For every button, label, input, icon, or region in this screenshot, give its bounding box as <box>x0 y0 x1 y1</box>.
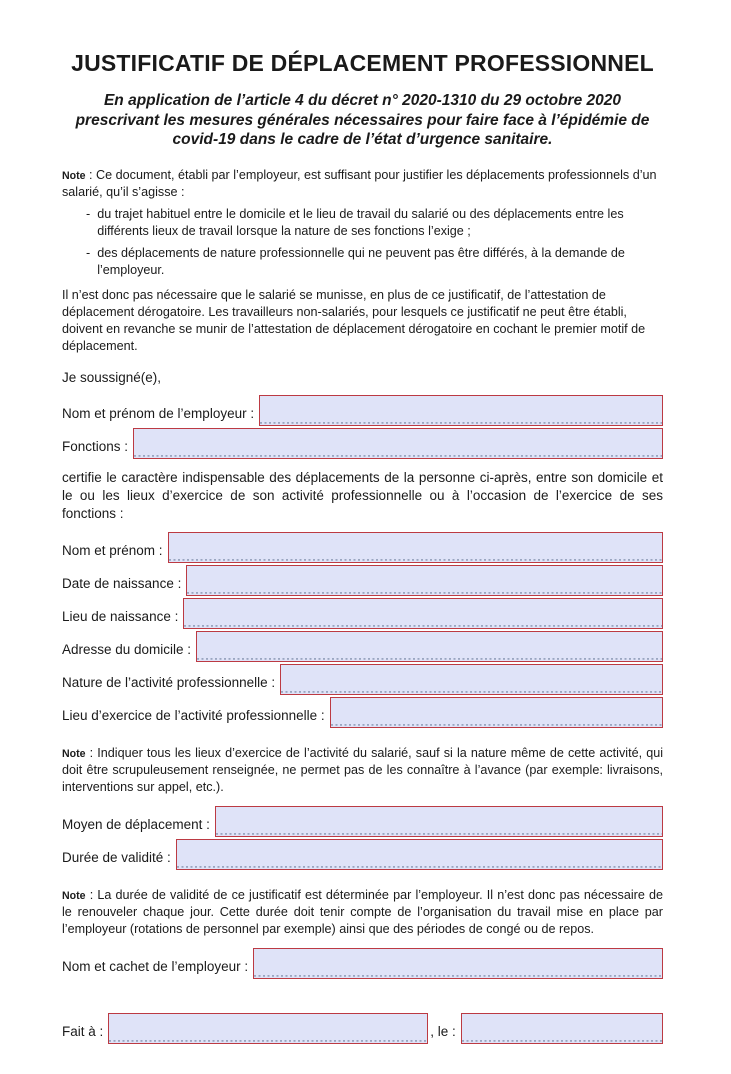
field-row-activity-nature <box>62 664 663 695</box>
employee-name-input[interactable] <box>168 532 663 563</box>
employer-name-label: Nom et prénom de l’employeur : <box>62 406 255 422</box>
activity-nature-label: Nature de l’activité professionnelle : <box>62 675 276 691</box>
certify-paragraph: certifie le caractère indispensable des déplacements de la personne ci-après, entre son domicile et le ou les lieux d’exercice de son activité professionnelle ou à l’occasion de l’exercice de ses fonctions : <box>62 470 663 521</box>
activity-place-label: Lieu d’exercice de l’activité professionnelle : <box>62 708 325 724</box>
functions-label: Fonctions : <box>62 439 129 455</box>
birth-place-input[interactable] <box>183 598 663 629</box>
bullet-text: du trajet habituel entre le domicile et le lieu de travail du salarié ou des déplacements entre les différents lieux de travail lorsque la nature de ses fonctions l’exige ; <box>97 207 624 239</box>
note-label: Note <box>62 748 86 761</box>
employer-stamp-input[interactable] <box>253 948 663 979</box>
activity-nature-input[interactable] <box>280 664 663 695</box>
field-row-activity-place <box>62 697 663 728</box>
bullet-professional-trips <box>62 245 663 279</box>
date-signed-input[interactable] <box>461 1013 663 1044</box>
transport-means-input[interactable] <box>215 806 663 837</box>
page-title: JUSTIFICATIF DE DÉPLACEMENT PROFESSIONNEL <box>71 50 654 76</box>
field-row-transport-means <box>62 806 663 837</box>
field-row-home-address <box>62 631 663 662</box>
field-row-employer-stamp <box>62 948 663 979</box>
note-text: : La durée de validité de ce justificatif est déterminée par l’employeur. Il n’est donc pas nécessaire de le renouveler chaque jour. Cette durée doit tenir compte de l’organisation du travail mise en place par l’employeur (rotations de personnel par exemple) ainsi que des périodes de congé ou de repos. <box>62 888 663 937</box>
field-row-validity-duration <box>62 839 663 870</box>
field-row-functions <box>62 428 663 459</box>
note-activity-places <box>62 745 663 796</box>
birth-place-label: Lieu de naissance : <box>62 609 179 625</box>
note-validity-duration <box>62 887 663 938</box>
validity-duration-input[interactable] <box>176 839 663 870</box>
date-signed-label: , le : <box>430 1024 456 1040</box>
note-employer-document <box>62 167 663 201</box>
note-label: Note <box>62 890 86 903</box>
subtitle: En application de l’article 4 du décret n° 2020-1310 du 29 octobre 2020 prescrivant les mesures générales nécessaires pour faire face à l’épidémie de covid-19 dans le cadre de l’état d’urgence sanitaire. <box>75 92 650 149</box>
employer-name-input[interactable] <box>259 395 663 426</box>
intro-je-soussigne: Je soussigné(e), <box>62 370 162 386</box>
bullet-commute <box>62 206 663 240</box>
bullet-dash: - <box>86 207 91 222</box>
activity-place-input[interactable] <box>330 697 663 728</box>
note-text: : Indiquer tous les lieux d’exercice de l’activité du salarié, sauf si la nature même de cette activité, qui doit être scrupuleusement renseignée, ne permet pas de les connaître à l’avance (par exemple: livraisons, interventions sur appel, etc.). <box>62 746 663 795</box>
field-row-signature <box>62 1013 663 1044</box>
employer-stamp-label: Nom et cachet de l’employeur : <box>62 959 249 975</box>
paragraph-derogatory-attestation: Il n’est donc pas nécessaire que le salarié se munisse, en plus de ce justificatif, de l’attestation de déplacement dérogatoire. Les travailleurs non-salariés, pour lesquels ce justificatif ne peut être établi, doivent en revanche se munir de l’attestation de déplacement dérogatoire en cochant le premier motif de déplacement. <box>62 288 646 354</box>
note-text: : Ce document, établi par l’employeur, est suffisant pour justifier les déplacements professionnels d’un salarié, qu’il s’agisse : <box>62 168 657 200</box>
transport-means-label: Moyen de déplacement : <box>62 817 210 833</box>
field-row-employer-name <box>62 395 663 426</box>
field-row-employee-name <box>62 532 663 563</box>
birth-date-label: Date de naissance : <box>62 576 182 592</box>
home-address-input[interactable] <box>196 631 663 662</box>
document-page <box>0 50 731 1074</box>
bullet-text: des déplacements de nature professionnelle qui ne peuvent pas être différés, à la demande de l’employeur. <box>97 246 625 278</box>
place-signed-label: Fait à : <box>62 1024 104 1040</box>
employee-name-label: Nom et prénom : <box>62 543 163 559</box>
bullet-dash: - <box>86 246 91 261</box>
functions-input[interactable] <box>133 428 663 459</box>
field-row-birth-date <box>62 565 663 596</box>
field-row-birth-place <box>62 598 663 629</box>
validity-duration-label: Durée de validité : <box>62 850 171 866</box>
birth-date-input[interactable] <box>186 565 663 596</box>
note-label: Note <box>62 170 86 183</box>
place-signed-input[interactable] <box>108 1013 428 1044</box>
home-address-label: Adresse du domicile : <box>62 642 192 658</box>
